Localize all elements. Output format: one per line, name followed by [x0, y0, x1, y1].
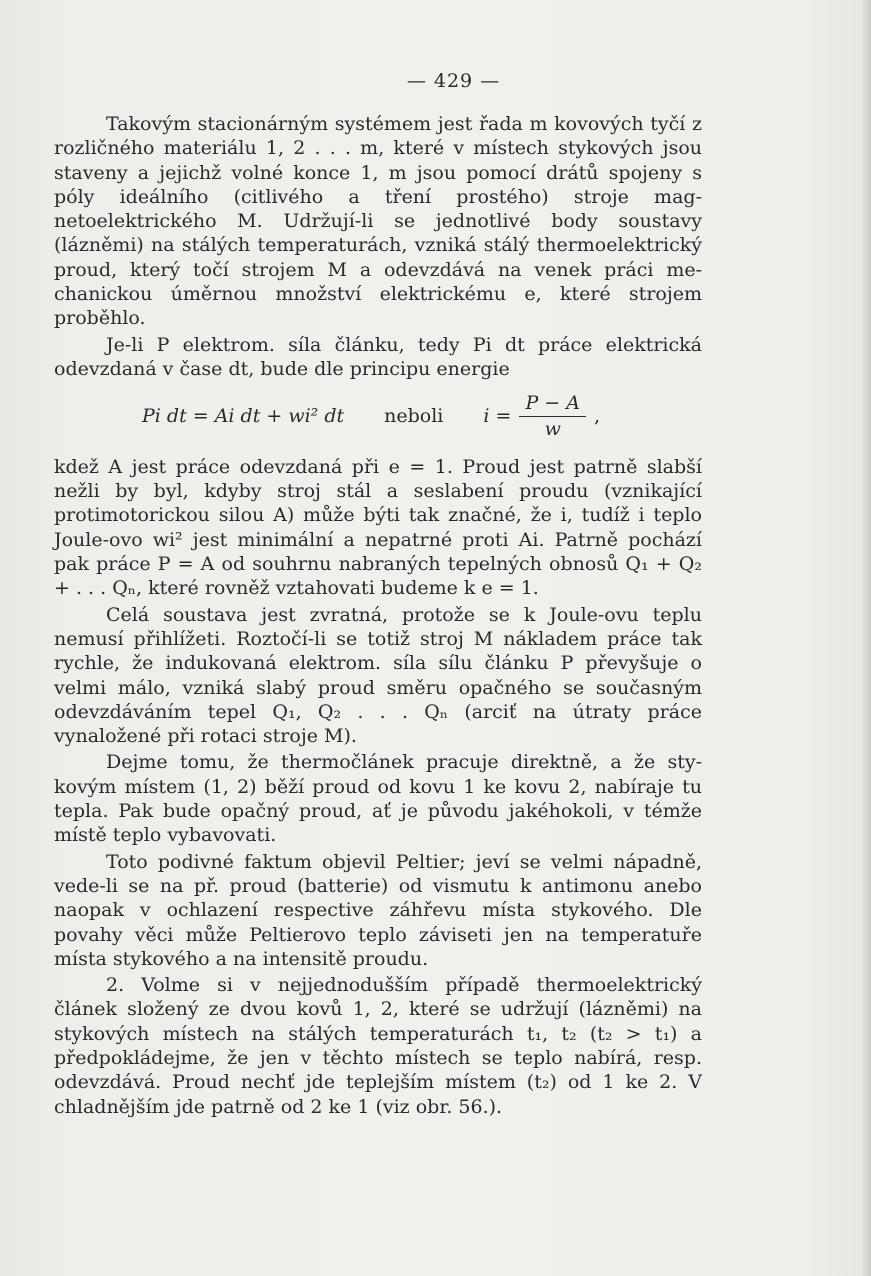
paragraph-2: Je-li P elektrom. síla článku, tedy Pi dt práce elektrická odevzdaná v čase dt, bude dle principu energie	[54, 333, 702, 380]
paragraph-4: Celá soustava jest zvratná, protože se k Joule-ovu teplu nemusí přihlížeti. Roztočí-li se totiž stroj M nákladem práce tak rychle, že indukovaná elektrom. síla sílu článku P převyšuje o velmi málo, vzniká slabý proud směru opačného se současným odevzdáváním tepel Q₁, Q₂ . . . Qₙ (arciť na útraty práce vynaložené při rotaci stroje M).	[54, 603, 702, 748]
equation-trail: ,	[593, 404, 600, 427]
equation-left: Pi dt = Ai dt + wi² dt	[142, 404, 345, 427]
body-text	[54, 112, 702, 1119]
paragraph-5: Dejme tomu, že thermočlánek pracuje direktně, a že stykovým místem (1, 2) běží proud od kovu 1 ke kovu 2, nabíraje tu tepla. Pak bude opačný proud, ať je původu jakéhokoli, v témže místě teplo vybavovati.	[54, 751, 702, 847]
paragraph-7: 2. Volme si v nejjednodušším případě thermoelektrický článek složený ze dvou kovů 1, 2, které se udržují (lázněmi) na stykových místech na stálých temperaturách t₁, t₂ (t₂ > t₁) a předpokládejme, že jen v těchto místech se teplo nabírá, resp. odevzdává. Proud nechť jde teplejším místem (t₂) od 1 ke 2. V chladnějším jde patrně od 2 ke 1 (viz obr. 56.).	[54, 974, 702, 1118]
energy-equation	[142, 391, 702, 441]
equation-right	[483, 391, 600, 441]
equation-connector: neboli	[384, 404, 444, 427]
paragraph-3: kdež A jest práce odevzdaná při e = 1. Proud jest patrně slabší nežli by byl, kdyby stroj stál a seslabení proudu (vznikající protimotorickou silou A) může býti tak značné, že i, tudíž i teplo Joule-ovo wi² jest minimální a nepatrné proti Ai. Patrně pochází pak práce P = A od souhrnu nabraných tepelných obnosů Q₁ + Q₂ + . . . Qₙ, které rovněž vztahovati budeme k e = 1.	[54, 455, 702, 600]
equation-fraction	[519, 391, 586, 441]
paragraph-6: Toto podivné faktum objevil Peltier; jeví se velmi nápadně, vede-li se na př. proud (batterie) od vismutu k antimonu anebo naopak v ochlazení respective záhřevu místa stykového. Dle povahy věci může Peltierovo teplo záviseti jen na temperatuře místa stykového a na intensitě proudu.	[54, 850, 702, 970]
paragraph-1: Takovým stacionárným systémem jest řada m kovových tyčí z rozličného materiálu 1, 2 . . . m, které v místech stykových jsou staveny a jejichž volné konce 1, m jsou pomocí drátů spojeny s póly ideálního (citlivého a tření prostého) stroje magnetoelektrického M. Udržují-li se jednotlivé body soustavy (lázněmi) na stálých temperaturách, vzniká stálý thermoelektrický proud, který točí strojem M a odevzdává na venek práci mechanickou úměrnou množství elektrickému e, které strojem proběhlo.	[54, 113, 702, 330]
fraction-numerator: P − A	[519, 391, 586, 416]
equation-lhs: i =	[483, 404, 512, 427]
fraction-denominator: w	[544, 417, 561, 440]
page-number: — 429 —	[406, 70, 501, 92]
page-edge-shadow	[861, 0, 871, 1276]
